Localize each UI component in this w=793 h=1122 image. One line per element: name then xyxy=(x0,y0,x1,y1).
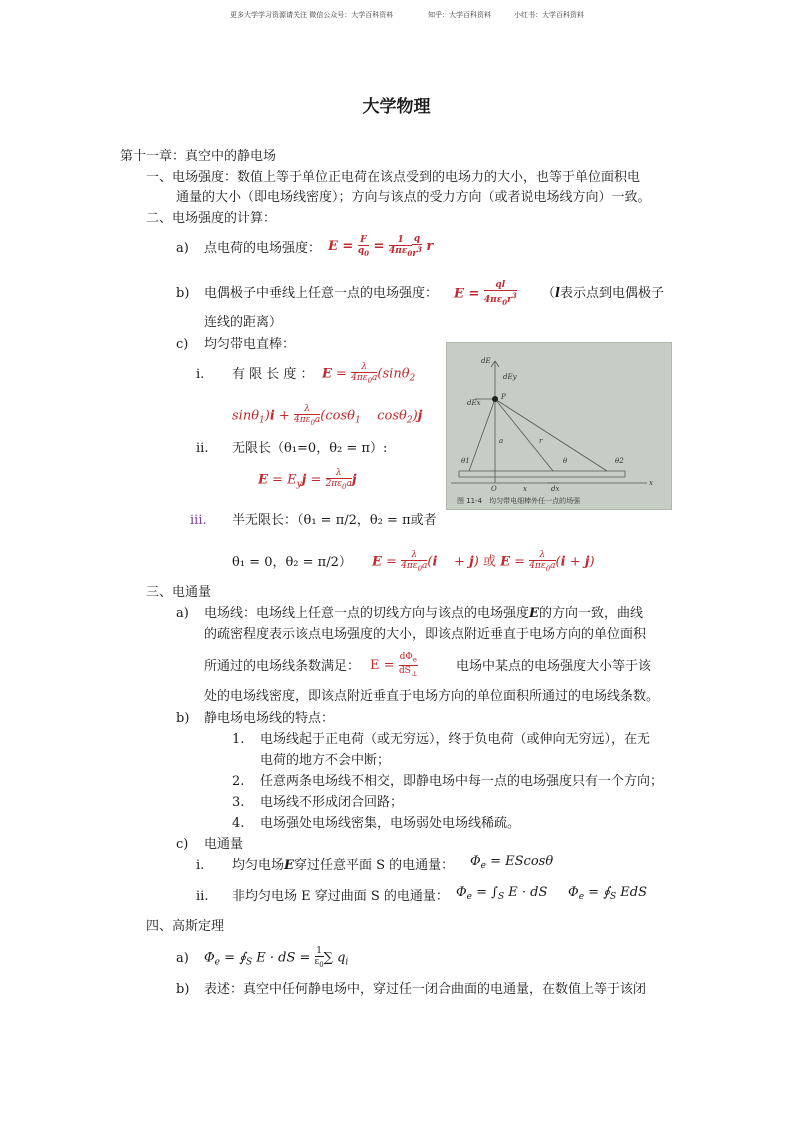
header-zhihu: 知乎：大学百科资料 xyxy=(428,11,491,19)
fig-label-a: a xyxy=(499,437,504,445)
e-symbol-2: E xyxy=(284,858,294,873)
list-item-4: 电场强处电场线密集，电场弱处电场线稀疏。 xyxy=(260,816,521,831)
s4-b-marker: b) xyxy=(176,982,190,997)
formula-point-charge: E = $\frac{F}{q_0}$ = $\frac{1}{4\pi\varepsilon_0}$ $\frac{q}{r^3}$ r xyxy=(328,234,434,259)
s4-heading: 四、高斯定理 xyxy=(146,919,225,934)
point-p xyxy=(492,396,498,402)
list-item-2: 任意两条电场线不相交，即静电场中每一点的电场强度只有一个方向； xyxy=(260,774,664,789)
list-item-3-num: 3. xyxy=(232,795,245,810)
s2-a-text: 点电荷的电场强度： xyxy=(204,241,322,256)
formula-semi-infinite: E = $\frac{\lambda}{4\pi\varepsilon_0a}$ (i + j) 或 E = $\frac{\lambda}{4\pi\varepsilon_0a}$ (i + j) xyxy=(372,550,595,573)
header-wechat: 更多大学学习资源请关注 微信公众号：大学百科资料 xyxy=(230,11,394,19)
list-item-1-num: 1. xyxy=(232,732,245,747)
s2-ii-marker: ii. xyxy=(196,441,209,456)
s3-heading: 三、电通量 xyxy=(146,585,212,600)
formula-dipole: E = $\frac{ql}{4\pi\varepsilon_0r^3}$ xyxy=(454,280,517,307)
s3-b-marker: b) xyxy=(176,711,190,726)
s1-line1: 一、电场强度：数值上等于单位正电荷在该点受到的电场力的大小，也等于单位面积电 xyxy=(146,170,641,185)
list-item-3: 电场线不形成闭合回路； xyxy=(260,795,404,810)
s4-a-marker: a) xyxy=(176,951,189,966)
formula-uniform-flux: $\Phi_e = EScos\theta$ xyxy=(470,854,554,871)
s2-i-marker: i. xyxy=(196,367,205,382)
fig-label-dey: dEy xyxy=(503,373,517,381)
fig-label-theta2: θ2 xyxy=(615,457,624,465)
fig-label-theta: θ xyxy=(563,457,568,465)
s2-ii-text: 无限长（θ₁=0，θ₂ = π）: xyxy=(232,441,388,456)
s3-cii-text: 非均匀电场 E 穿过曲面 S 的电通量： xyxy=(232,889,449,904)
s3-a-line3: 所通过的电场线条数满足： xyxy=(204,659,361,674)
s2-iii-text2: θ₁ = 0，θ₂ = π/2） xyxy=(232,555,352,570)
s3-c-marker: c) xyxy=(176,837,189,852)
page-title: 大学物理 xyxy=(362,97,431,117)
s3-a-line2: 的疏密程度表示该点电场强度的大小，即该点附近垂直于电场方向的单位面积 xyxy=(204,627,647,642)
list-item-1-cont: 电荷的地方不会中断； xyxy=(260,753,391,768)
fig-label-axis-x: x xyxy=(649,479,653,487)
s2-c-marker: c) xyxy=(176,337,189,352)
s2-i-text: 有 限 长 度 ： xyxy=(232,367,314,382)
s2-heading: 二、电场强度的计算： xyxy=(146,211,277,226)
l-symbol: l xyxy=(555,286,560,301)
fig-label-o: O xyxy=(491,485,497,493)
chapter-heading: 第十一章：真空中的静电场 xyxy=(120,149,277,164)
s3-ci-marker: i. xyxy=(196,858,205,873)
s3-ci-text: 均匀电场E穿过任意平面 S 的电通量： xyxy=(232,858,455,873)
s3-a-line1: 电场线：电场线上任意一点的切线方向与该点的电场强度E的方向一致，曲线 xyxy=(204,606,643,621)
fig-label-theta1: θ1 xyxy=(461,457,470,465)
fig-label-p: P xyxy=(501,393,506,401)
formula-density: E = $\frac{d\Phi_e}{dS_\perp}$ xyxy=(370,652,418,678)
s3-a-line3b: 电场中某点的电场强度大小等于该 xyxy=(456,659,652,674)
formula-nonuniform-flux: $\Phi_e = \int_S$ E · dS $\Phi_e$ = $∮_S$ EdS xyxy=(456,885,647,902)
figure-caption: 图 11-4 均匀带电细棒外任一点的场强 xyxy=(457,497,581,505)
s2-a-marker: a) xyxy=(176,241,189,256)
s2-b-note: （l表示点到电偶极子 xyxy=(542,286,664,301)
list-item-2-num: 2. xyxy=(232,774,245,789)
fig-label-dex: dEx xyxy=(467,399,481,407)
s2-iii-text: 半无限长：（θ₁ = π/2，θ₂ = π或者 xyxy=(232,513,437,528)
s3-cii-marker: ii. xyxy=(196,889,209,904)
formula-finite-2: sinθ$_1$)i + $\frac{\lambda}{4\pi\varepsilon_0a}$ (cosθ$_1$ cosθ$_2$)j xyxy=(232,404,423,427)
formula-infinite: $E = E_yj$ = $\frac{\lambda}{2\pi\varepsilon_0a}$ j xyxy=(258,468,357,491)
s3-b-heading: 静电场电场线的特点： xyxy=(204,711,335,726)
s2-b-note2: 连线的距离） xyxy=(204,315,283,330)
s4-b-text: 表述：真空中任何静电场中，穿过任一闭合曲面的电通量，在数值上等于该闭 xyxy=(204,982,647,997)
s3-a-marker: a) xyxy=(176,606,189,621)
figure-diagram xyxy=(447,343,671,509)
s2-iii-marker: iii. xyxy=(190,513,207,528)
s2-c-text: 均匀带电直棒： xyxy=(204,337,296,352)
fig-label-r: r xyxy=(539,437,543,445)
figure-charged-rod xyxy=(446,342,672,510)
list-item-1: 电场线起于正电荷（或无穷远），终于负电荷（或伸向无穷远），在无 xyxy=(260,732,651,747)
fig-label-x: x xyxy=(523,485,527,493)
s3-c-heading: 电通量 xyxy=(204,837,244,852)
formula-finite-1: E = $\frac{\lambda}{4\pi\varepsilon_0a}$ (sinθ$_2$ xyxy=(322,362,416,385)
s2-b-marker: b) xyxy=(176,286,190,301)
s3-a-line4: 处的电场线密度，即该点附近垂直于电场方向的单位面积所通过的电场线条数。 xyxy=(204,689,660,704)
e-symbol: E xyxy=(529,606,539,621)
s1-line2: 通量的大小（即电场线密度）；方向与该点的受力方向（或者说电场线方向）一致。 xyxy=(176,190,651,205)
header-xiaohongshu: 小红书：大学百科资料 xyxy=(514,11,584,19)
list-item-4-num: 4. xyxy=(232,816,245,831)
s2-b-text: 电偶极子中垂线上任意一点的电场强度： xyxy=(204,286,439,301)
fig-label-de: dE xyxy=(481,357,491,365)
fig-label-dx: dx xyxy=(551,485,560,493)
formula-gauss: $\Phi_e$ = $∮_S$ E · dS = $\frac{1}{\varepsilon_0}$ ∑ $q_i$ xyxy=(204,946,349,969)
